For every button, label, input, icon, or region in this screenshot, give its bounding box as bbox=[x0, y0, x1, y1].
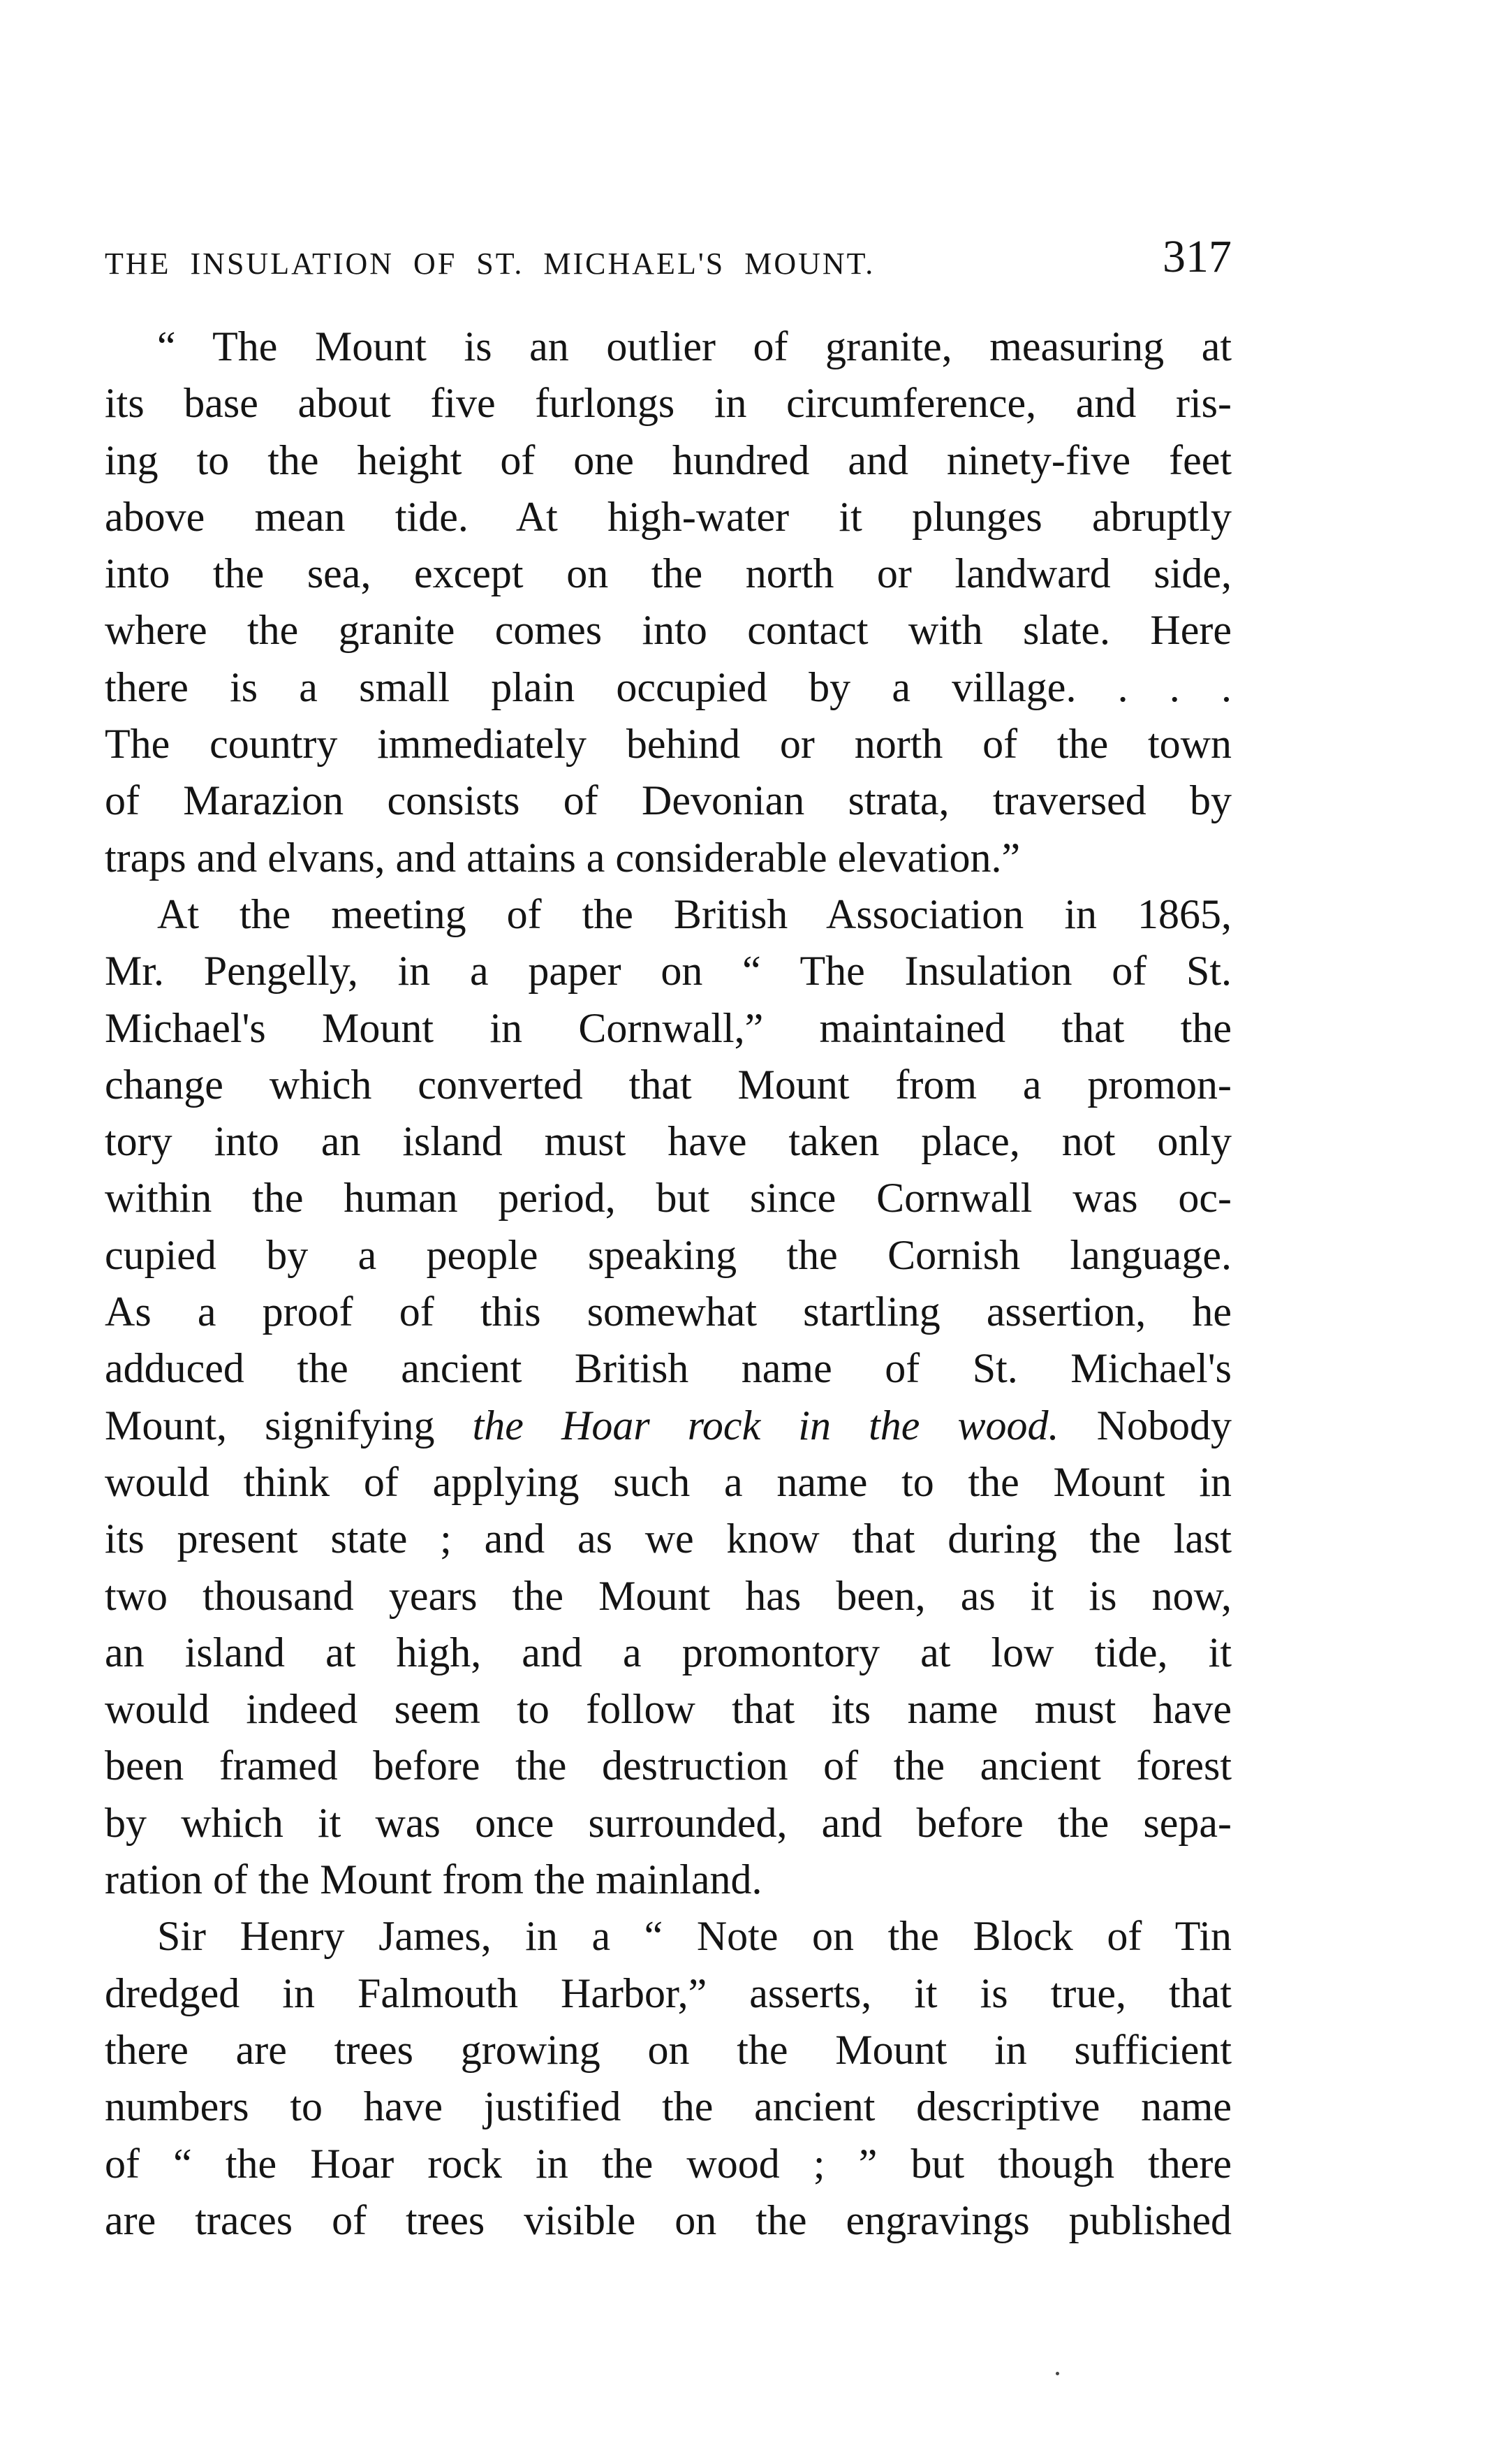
text-line: there is a small plain occupied by a village. . . . bbox=[105, 663, 1232, 710]
running-head: THE INSULATION OF ST. MICHAEL'S MOUNT. bbox=[105, 247, 876, 281]
text-run: Mount, signifying bbox=[105, 1402, 473, 1449]
text-line: of “ the Hoar rock in the wood ; ” but though there bbox=[105, 2140, 1232, 2187]
text-line: “ The Mount is an outlier of granite, measuring at bbox=[157, 323, 1232, 369]
text-line: there are trees growing on the Mount in sufficient bbox=[105, 2026, 1232, 2073]
page-number: 317 bbox=[1163, 231, 1232, 282]
text-line: of Marazion consists of Devonian strata, traversed by bbox=[105, 777, 1232, 824]
text-line: its present state ; and as we know that during the last bbox=[105, 1516, 1232, 1562]
text-line: would indeed seem to follow that its name must have bbox=[105, 1686, 1232, 1733]
text-line: cupied by a people speaking the Cornish language. bbox=[105, 1231, 1232, 1278]
text-line: numbers to have justified the ancient descriptive name bbox=[105, 2083, 1232, 2130]
italic-phrase: the Hoar rock in the wood. bbox=[472, 1402, 1059, 1449]
text-run: Nobody bbox=[1059, 1402, 1232, 1449]
text-line: ing to the height of one hundred and ninety-five feet bbox=[105, 437, 1232, 483]
text-line: two thousand years the Mount has been, as it is now, bbox=[105, 1572, 1232, 1619]
text-line: within the human period, but since Cornwall was oc- bbox=[105, 1175, 1232, 1222]
text-line: traps and elvans, and attains a considerable elevation.” bbox=[105, 834, 1021, 881]
text-line: At the meeting of the British Association in 1865, bbox=[157, 890, 1232, 937]
text-line: The country immediately behind or north of the town bbox=[105, 721, 1232, 768]
stray-ink-dot bbox=[1056, 2372, 1059, 2375]
text-line: Michael's Mount in Cornwall,” maintained that the bbox=[105, 1004, 1232, 1051]
text-line: tory into an island must have taken place, not only bbox=[105, 1118, 1232, 1165]
text-line: its base about five furlongs in circumference, and ris- bbox=[105, 380, 1232, 427]
text-line: by which it was once surrounded, and before the sepa- bbox=[105, 1799, 1232, 1846]
text-line: are traces of trees visible on the engravings published bbox=[105, 2197, 1232, 2243]
text-line: Sir Henry James, in a “ Note on the Block of Tin bbox=[157, 1913, 1232, 1960]
text-line bbox=[105, 1398, 1232, 1454]
text-line: ration of the Mount from the mainland. bbox=[105, 1856, 762, 1903]
text-line: would think of applying such a name to the Mount in bbox=[105, 1458, 1232, 1505]
text-line: Mr. Pengelly, in a paper on “ The Insulation of St. bbox=[105, 948, 1232, 995]
text-line: been framed before the destruction of the ancient forest bbox=[105, 1743, 1232, 1789]
text-line: As a proof of this somewhat startling assertion, he bbox=[105, 1289, 1232, 1335]
text-line: above mean tide. At high-water it plunges abruptly bbox=[105, 493, 1232, 540]
text-line: change which converted that Mount from a promon- bbox=[105, 1061, 1232, 1108]
text-line: dredged in Falmouth Harbor,” asserts, it is true, that bbox=[105, 1970, 1232, 2016]
text-line: into the sea, except on the north or landward side, bbox=[105, 550, 1232, 597]
text-line: an island at high, and a promontory at low tide, it bbox=[105, 1629, 1232, 1675]
text-line: where the granite comes into contact with slate. Here bbox=[105, 607, 1232, 654]
body-text bbox=[105, 318, 1232, 2249]
text-line: adduced the ancient British name of St. Michael's bbox=[105, 1345, 1232, 1392]
page-header bbox=[105, 222, 1232, 285]
